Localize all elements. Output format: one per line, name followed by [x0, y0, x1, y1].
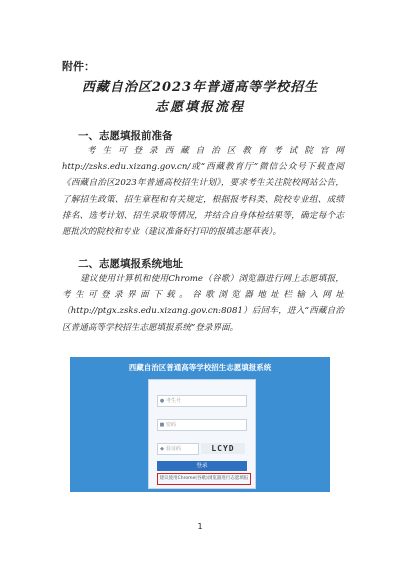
browser-hint: 建议使用Chrome(谷歌)浏览器进行志愿填报 [157, 473, 251, 485]
login-button[interactable]: 登录 [157, 461, 247, 471]
paragraph-text: 建议使用计算机和使用Chrome（谷歌）浏览器进行网上志愿填报，考生可登录界面下载。谷歌浏览器地址栏输入网址（http://ptgx.zsks.edu.xizang.gov.cn:8081）后回车，进入“西藏自治区普通高等学校招生志愿填报系统”登录界面。 [62, 274, 344, 333]
system-title: 西藏自治区普通高等学校招生志愿填报系统 [128, 363, 272, 372]
user-icon: ● [159, 398, 165, 404]
section-paragraph-system-address [62, 271, 344, 336]
password-placeholder: 密码 [166, 422, 177, 428]
captcha-image[interactable]: LCYD [201, 443, 245, 454]
captcha-placeholder: 验证码 [166, 446, 182, 452]
captcha-input[interactable] [157, 443, 199, 455]
attachment-label: 附件： [62, 60, 95, 73]
password-input[interactable] [157, 419, 247, 431]
login-screenshot [70, 357, 330, 492]
lock-icon: ■ [159, 422, 165, 428]
username-input[interactable] [157, 395, 247, 407]
paragraph-text: 考生可登录西藏自治区教育考试院官网http://zsks.edu.xizang.gov.cn/或“西藏教育厅”微信公众号下载查阅《西藏自治区2023年普通高校招生计划》，要求考生关注院校网站公告，了解招生政策、招生章程和有关规定，根据报考科类、院校专业组、成绩排名、选考计划、招生录取等情况，并结合自身体检结果等，确定每个志愿批次的院校和专业（建议准备好打印的报填志愿草表）。 [62, 146, 344, 238]
login-form [148, 379, 256, 489]
page-number: 1 [197, 522, 203, 531]
section-paragraph-preparation [62, 143, 344, 240]
section-heading-preparation: 一、志愿填报前准备 [78, 130, 173, 142]
section-heading-system-address: 二、志愿填报系统地址 [78, 258, 183, 270]
username-placeholder: 考生号 [166, 398, 182, 404]
shield-icon: ◆ [160, 446, 164, 452]
document-title-line-1: 西藏自治区2023年普通高等学校招生 [81, 80, 319, 95]
document-title-line-2: 志愿填报流程 [154, 100, 245, 115]
